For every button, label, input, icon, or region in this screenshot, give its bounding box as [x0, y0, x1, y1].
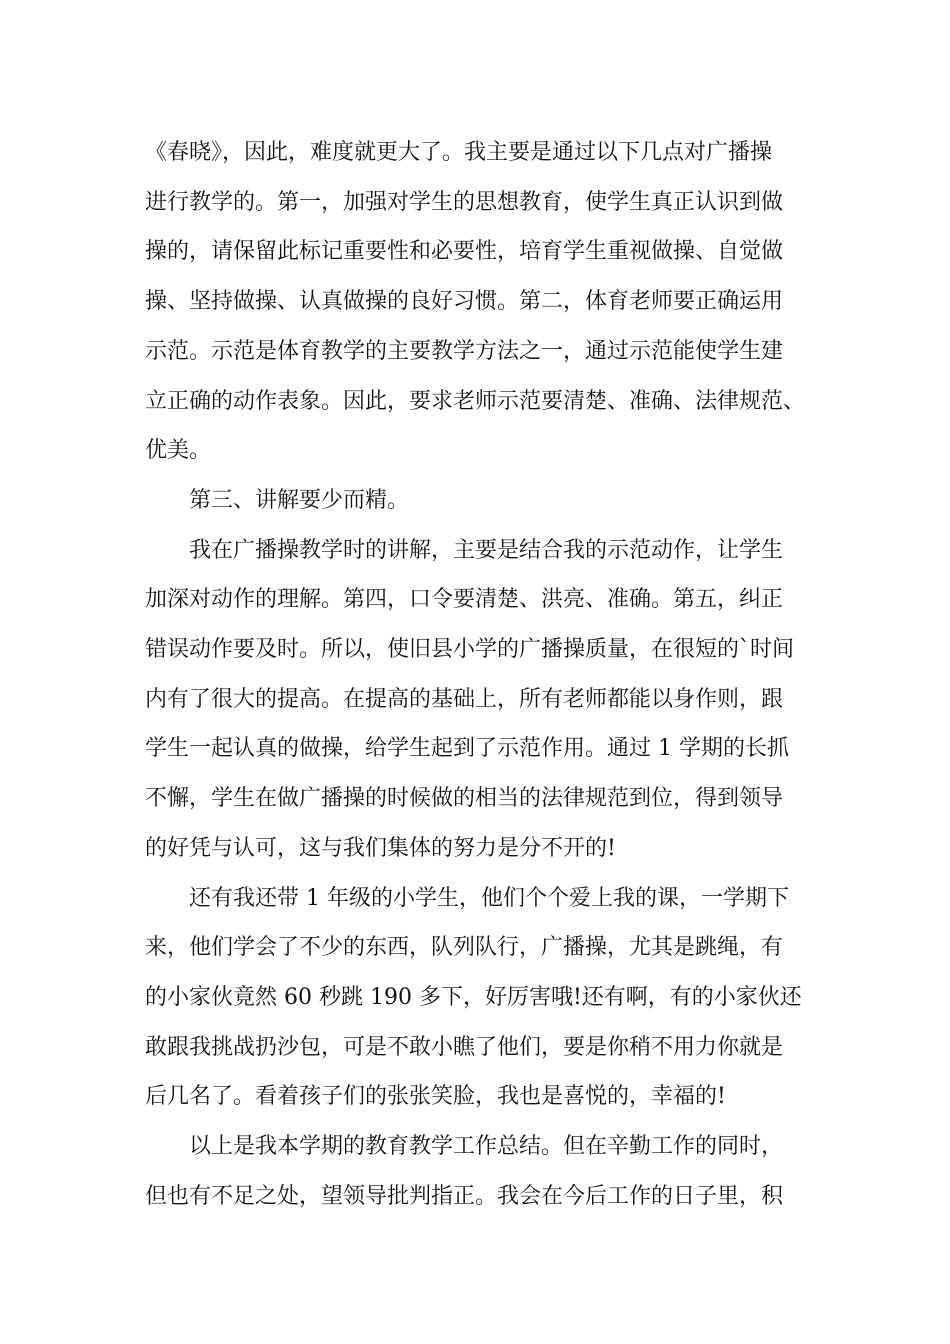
paragraph [145, 874, 825, 1123]
text-line: 我在广播操教学时的讲解，主要是结合我的示范动作，让学生 [189, 537, 784, 563]
paragraph [145, 476, 825, 526]
text-line: 不懈，学生在做广播操的时候做的相当的法律规范到位，得到领导 [145, 786, 784, 812]
text-line: 操的，请保留此标记重要性和必要性，培育学生重视做操、自觉做 [145, 239, 784, 265]
text-line: 加深对动作的理解。第四，口令要清楚、洪亮、准确。第五，纠正 [145, 587, 784, 613]
text-line: 后几名了。看着孩子们的张张笑脸，我也是喜悦的，幸福的! [145, 1084, 726, 1110]
text-line: 《春晓》，因此，难度就更大了。我主要是通过以下几点对广播操 [145, 140, 773, 165]
text-line: 示范。示范是体育教学的主要教学方法之一，通过示范能使学生建 [145, 338, 784, 364]
text-line: 操、坚持做操、认真做操的良好习惯。第二，体育老师要正确运用 [145, 289, 784, 315]
text-line: 错误动作要及时。所以，使旧县小学的广播操质量，在很短的`时间 [145, 637, 795, 663]
text-line: 第三、讲解要少而精。 [189, 487, 410, 513]
paragraph [145, 1122, 825, 1221]
text-line: 学生一起认真的做操，给学生起到了示范作用。通过 1 学期的长抓 [145, 736, 789, 762]
text-line: 立正确的动作表象。因此，要求老师示范要清楚、准确、法律规范、 [145, 388, 806, 414]
paragraph [145, 526, 825, 874]
text-line: 的好凭与认可，这与我们集体的努力是分不开的! [145, 835, 616, 861]
document-body [145, 128, 825, 1221]
text-line: 进行教学的。第一，加强对学生的思想教育，使学生真正认识到做 [145, 189, 784, 215]
text-line: 内有了很大的提高。在提高的基础上，所有老师都能以身作则，跟 [145, 686, 784, 712]
text-line: 还有我还带 1 年级的小学生，他们个个爱上我的课，一学期下 [189, 885, 789, 911]
paragraph [145, 128, 825, 476]
text-line: 来，他们学会了不少的东西，队列队行，广播操，尤其是跳绳，有 [145, 935, 784, 961]
text-line: 优美。 [145, 438, 212, 464]
text-line: 的小家伙竟然 60 秒跳 190 多下，好厉害哦!还有啊，有的小家伙还 [145, 984, 802, 1010]
text-line: 以上是我本学期的教育教学工作总结。但在辛勤工作的同时， [189, 1134, 784, 1160]
text-line: 但也有不足之处，望领导批判指正。我会在今后工作的日子里，积 [145, 1183, 784, 1209]
text-line: 敢跟我挑战扔沙包，可是不敢小瞧了他们，要是你稍不用力你就是 [145, 1034, 784, 1060]
